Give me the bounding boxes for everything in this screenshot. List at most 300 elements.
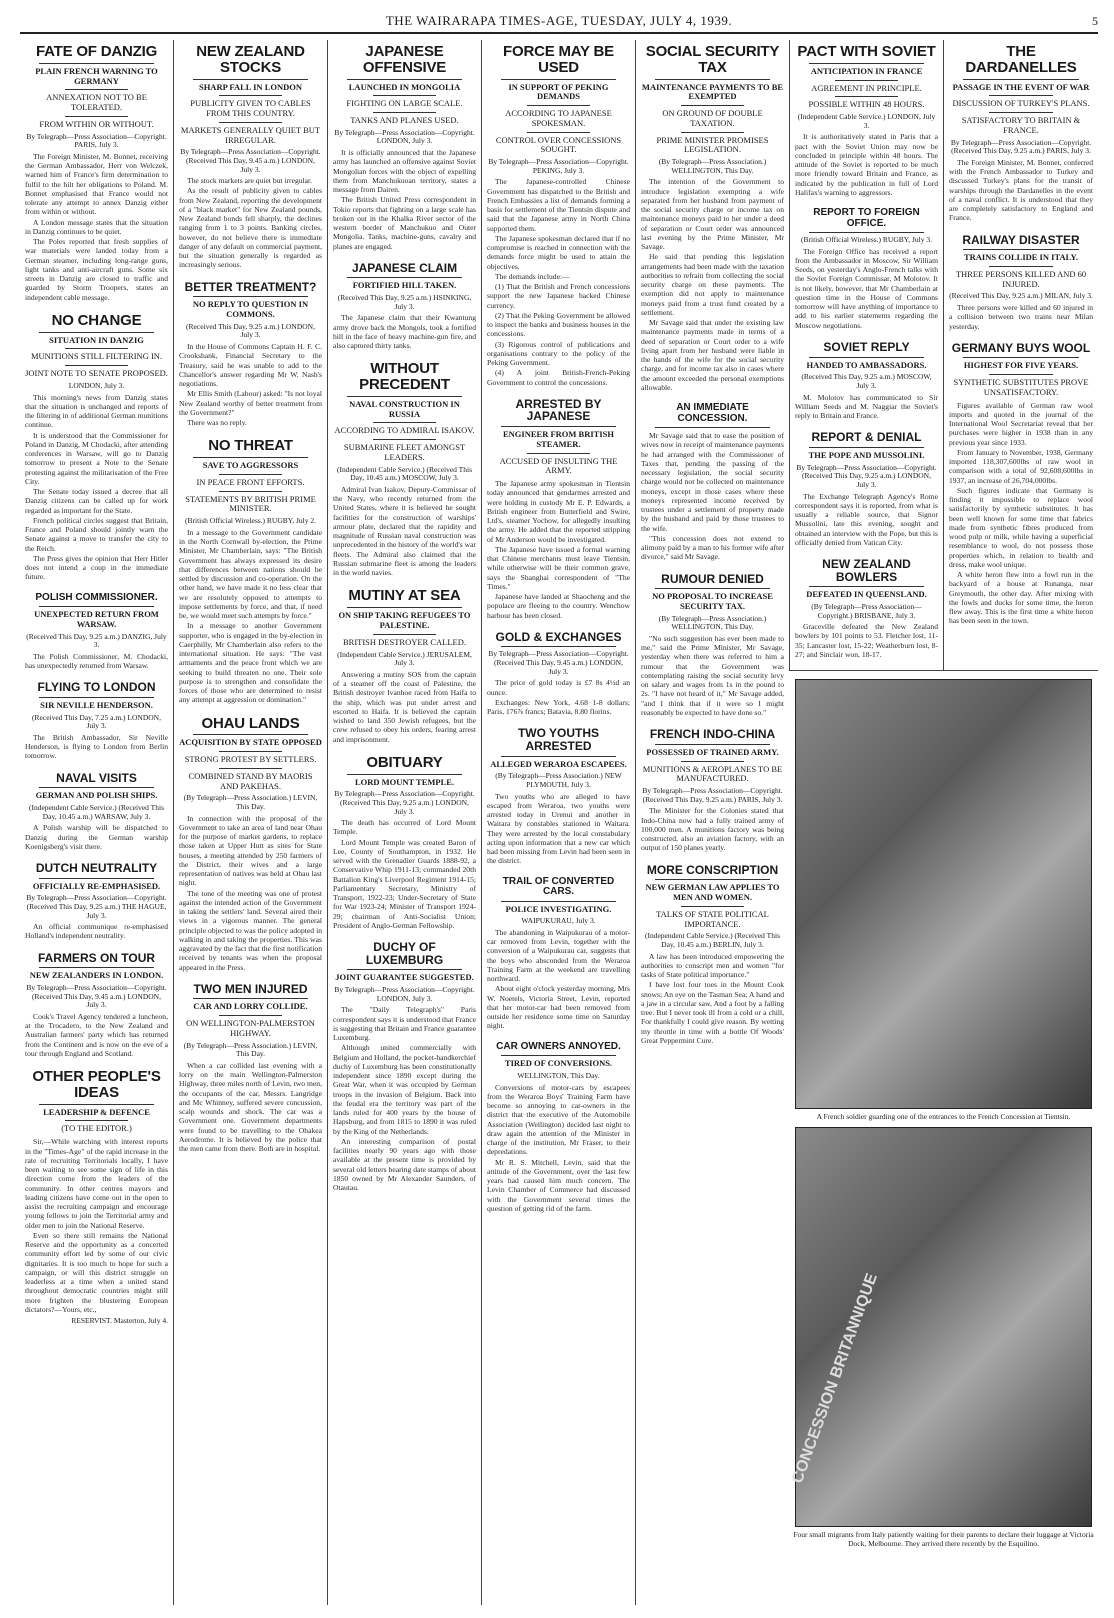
headline-rule: [193, 296, 308, 297]
article-subhead: TIRED OF CONVERSIONS.: [504, 1058, 613, 1069]
article: [487, 627, 630, 717]
article-paragraph: In a message to another Government supporter, who is engaged in the by-election in Caerphilly, Mr Chamberlain also refers to the international situation. He says: "The vast armaments and the peace front which we are seeking to build threaten no one. Their sole purpose is to strengthen and consolidate the forces of those who are determined to resist any attempt at aggression or domination.": [179, 621, 322, 705]
article-headline: DUTCH NEUTRALITY: [35, 861, 158, 875]
article-paragraph: The stock markets are quiet but irregular.: [187, 176, 313, 186]
article-subhead: ACCORDING TO ADMIRAL ISAKOV.: [334, 425, 475, 436]
article-body: [487, 792, 630, 866]
article-paragraph: The Japanese army spokesman in Tientsin today announced that gendarmes arrested and were holding in custody Mr E. P. Edwards, a British engineer from Butterfield and Swire, Ltd's, steamer Yochow, for allegedly insulting the army. He added that the reported stripping of Mr Anderson would be investigated.: [487, 479, 630, 544]
article-subhead: LORD MOUNT TEMPLE.: [354, 776, 455, 787]
subhead-rule: [681, 761, 744, 762]
article-paragraph: "This concession does not extend to alimony paid by a man to his former wife after divorce," said Mr Savage.: [641, 533, 784, 562]
article-subhead: THE POPE AND MUSSOLINI.: [808, 449, 925, 460]
article-body: [25, 652, 168, 671]
article-paragraph: Such figures indicate that Germany is finding it impossible to replace wool satisfactorily by synthetic substitutes. It has been well known for some time that fabrics made from synthetic fibres produced from wood pulp or milk, while having a superficial resemblance to wool, do not possess those properties which, in relation to health and dress, make wool unique.: [949, 485, 1093, 569]
article-paragraph: Mr Savage said that to ease the position of wives now in receipt of maintenance payments he had arranged with the Commissioner of Taxes that, pending the passing of the necessary legislation, the social security charge would not be collected on maintenance moneys, except in those cases where these moneys represented income received by trustees under a settlement of property made by the husband and paid by those trustees to the wife.: [641, 431, 784, 533]
subhead-rule: [989, 374, 1053, 375]
article-subhead: COMBINED STAND BY MAORIS AND PAKEHAS.: [188, 770, 313, 791]
headline-rule: [39, 63, 154, 64]
article-paragraph: A white heron flew into a fowl run in the backyard of a house at Runanga, near Greymouth, the other day. After mixing with the fowls and ducks for some time, the heron flew away. This is the first time a white heron has been seen in the town.: [949, 570, 1093, 626]
article: [179, 434, 322, 705]
article-body: [641, 177, 784, 392]
column-1: [20, 40, 174, 1605]
article-paragraph: French political circles suggest that Britain, France and Poland should jointly warn the Senate against a move to transfer the city to the Reich.: [25, 515, 168, 553]
article-subhead: FIGHTING ON LARGE SCALE.: [346, 98, 463, 109]
article-paragraph: Japanese have landed at Shaocheng and the populace are fleeing to the country. Wenchow harbour has been closed.: [487, 592, 630, 620]
article-headline: AN IMMEDIATE CONCESSION.: [676, 402, 749, 424]
article-subhead: ANTICIPATION IN FRANCE: [810, 65, 923, 76]
article-dateline: By Telegraph—Press Association—Copyright. PARIS, July 3.: [26, 131, 167, 150]
article-dateline: (By Telegraph—Press Association.) NEW PLYMOUTH, July 3.: [495, 771, 622, 789]
article-body: [179, 1061, 322, 1154]
article: [949, 40, 1093, 224]
article-dateline: By Telegraph—Press Association—Copyright. (Received This Day, 9.25 a.m.) THE HAGUE, July 3.: [26, 893, 167, 920]
article-subhead: FROM WITHIN OR WITHOUT.: [39, 118, 154, 129]
article-subhead: ACQUISITION BY STATE OPPOSED: [179, 737, 322, 748]
headline-rule: [193, 734, 308, 735]
article-paragraph: A Polish warship will be dispatched to Danzig during the German warship Koenigsberg's visit there.: [25, 823, 168, 851]
article-body: [25, 393, 168, 582]
article-dateline: (Received This Day, 7.25 a.m.) LONDON, July 3.: [32, 712, 161, 731]
article-dateline: (Independent Cable Service.) (Received This Day, 10.45 a.m.) MOSCOW, July 3.: [336, 464, 473, 483]
column-3: [328, 40, 482, 1605]
article-body: [487, 1083, 630, 1214]
subhead-rule: [373, 634, 436, 635]
article-headline: RAILWAY DISASTER: [962, 232, 1080, 247]
article-subhead: SATISFACTORY TO BRITAIN & FRANCE.: [961, 115, 1081, 135]
article-paragraph: Mr R. S. Mitchell, Levin, said that the attitude of the Government, over the last few years had caused him much concern. The Levin Chamber of Commerce had discussed with the Government several times the question of getting rid of the farm.: [487, 1157, 630, 1213]
article-paragraph: I have lost four toes in the Mount Cook snows; An eye on the Tasman Sea; A hand and a jaw in a circular saw, And a foot by a falling tree. But I never took ill from a cold or a chill, For thankfully I could give reason. By wetting my throttle in time with a bottle Of Woods' Great Peppermint Cure.: [641, 980, 784, 1045]
article-dateline: By Telegraph—Press Association—Copyright. (Received This Day, 9.25 a.m.) LONDON, July 3.: [334, 789, 475, 816]
article-headline: TWO YOUTHS ARRESTED: [517, 726, 600, 753]
article-dateline: By Telegraph—Press Association—Copyright. (Received This Day, 9.45 a.m.) LONDON, July 3.: [26, 983, 167, 1010]
article-paragraph: When a car collided last evening with a lorry on the main Wellington-Palmerston Highway, three miles north of Levin, two men, the occupants of the car, Messrs. Langridge and Mc Whinney, suffered severe concussion, scalp wounds and shock. The car was a Government one. Government departments were found to be travelling to the Ohakea Aerodrome. It is believed by the police that the men came from there. Both are in hospital.: [179, 1060, 322, 1154]
article-headline: FORCE MAY BE USED: [503, 43, 614, 76]
article-dateline: (Received This Day, 9.25 a.m.) HSINKING, July 3.: [337, 293, 472, 311]
subhead-rule: [65, 116, 128, 117]
article-subhead: SITUATION IN DANZIG: [49, 334, 144, 345]
migrants-photo-caption: Four small migrants from Italy patiently waiting for their parents to declare their luggage at Victoria Dock, Melbourne. They arrived there recently by the Esquilino.: [793, 1530, 1094, 1548]
subhead-rule: [219, 474, 282, 475]
subhead-rule: [65, 348, 128, 349]
headline-rule: [347, 79, 462, 80]
article: [487, 394, 630, 621]
headline-rule: [655, 744, 770, 745]
article-paragraph: The Foreign Minister, M. Bonnet, receiving the German Ambassador, Herr von Welczek, warned him of France's firm determination to fulfil to the hilt her obligations to Poland. M. Bonnet emphasised that France would not tolerate any attempt to annex Danzig either from within or without.: [25, 151, 168, 217]
article-body: [333, 670, 476, 744]
article-body: [641, 431, 784, 562]
article-dateline: (British Official Wireless.) RUGBY, July 3.: [801, 235, 932, 245]
article-paragraph: A law has been introduced empowering the authorities to conscript men and women "for tasks of State political importance.": [641, 951, 784, 980]
article-paragraph: "No such suggestion has ever been made to me," said the Prime Minister, Mr Savage, yesterday when there was referred to him a rumour that the Government was contemplating raising the social security levy on salary and wages from 1s in the pound to 2s. "I have not heard of it," Mr Savage added, "and I think that if it were so I might reasonably be expected to have done so.": [641, 633, 784, 717]
article-body: [179, 176, 322, 270]
article-dateline: (By Telegraph—Press Association—Copyright.) BRISBANE, July 3.: [811, 601, 922, 620]
headline-rule: [501, 756, 616, 757]
article-paragraph: Conversions of motor-cars by escapees from the Weraroa Boys' Training Farm have become so annoying to car-owners in the district that the executive of the Automobile Association (Wellington) decided last night to draw again the attention of the Minister in charge of the institution, Mr Fraser, to their depredations.: [487, 1082, 630, 1157]
article-headline: FATE OF DANZIG: [35, 43, 158, 60]
headline-rule: [501, 79, 616, 80]
article-paragraph: (1) That the British and French concessions support the new Japanese backed Chinese currency.: [487, 282, 630, 310]
article-paragraph: Answering a mutiny SOS from the captain of a steamer off the coast of Palestine, the British destroyer Ivanhoe raced from Haifa to the ship, which was put under arrest and escorted to Haifa. It is believed the captain wished to land 350 Jewish refugees, but the crew refused to obey his orders, fearing arrest and imprisonment.: [333, 669, 476, 744]
article-headline: CAR OWNERS ANNOYED.: [496, 1040, 621, 1052]
article-dateline: WAIPUKURAU, July 3.: [521, 916, 596, 926]
subhead-rule: [835, 80, 898, 81]
article-subhead: LAUNCHED IN MONGOLIA: [348, 81, 461, 92]
article-subhead: ALLEGED WERAROA ESCAPEES.: [490, 758, 627, 769]
article-headline: NEW ZEALAND STOCKS: [196, 43, 305, 76]
article: [795, 337, 938, 421]
article-headline: POLISH COMMISSIONER.: [35, 591, 158, 603]
article-body: [179, 528, 322, 705]
masthead-title: THE WAIRARAPA TIMES-AGE, TUESDAY, JULY 4, 1939.: [385, 13, 733, 28]
article-body: [487, 479, 630, 620]
article: [333, 40, 476, 252]
headline-rule: [193, 457, 308, 458]
article-paragraph: (3) Rigorous control of publications and organisations contrary to the policy of the Peking Government.: [487, 339, 630, 368]
article-paragraph: The British Ambassador, Sir Neville Henderson, is flying to London from Berlin tomorrow.: [25, 732, 168, 761]
article: [25, 677, 168, 761]
article-subhead: NEW GERMAN LAW APPLIES TO MEN AND WOMEN.: [645, 882, 780, 902]
article-body: [25, 1137, 168, 1314]
article-dateline: (By Telegraph—Press Association.) LEVIN, This Day.: [183, 793, 318, 811]
subhead-rule: [527, 453, 590, 454]
article-paragraph: The British United Press correspondent in Tokio reports that fighting on a large scale has broken out in the Khalka River sector of the western border of Manchukuo and Outer Mongolia. Tanks, machine-guns, cavalry and planes are engaged.: [333, 195, 476, 251]
article-body: [795, 393, 938, 421]
headline-rule: [39, 878, 154, 879]
article: [179, 40, 322, 271]
article-dateline: By Telegraph—Press Association—Copyright. (Received This Day, 9.25 a.m.) PARIS, July 3.: [950, 137, 1092, 156]
article: [333, 584, 476, 744]
headline-rule: [39, 606, 154, 607]
article-headline: TRAIL OF CONVERTED CARS.: [502, 875, 615, 898]
article-subhead: MUNITIONS & AEROPLANES TO BE MANUFACTURED.: [642, 763, 783, 784]
article: [179, 979, 322, 1155]
article-headline: FARMERS ON TOUR: [37, 950, 156, 965]
article-paragraph: (2) That the Peking Government be allowed to inspect the banks and business houses in the concessions.: [487, 310, 630, 339]
subhead-rule: [65, 365, 128, 366]
article-paragraph: As the result of publicity given to cables from New Zealand, reporting the development of a "black market" for New Zealand pounds, New Zealand bonds fell sharply, the declines ranging from 1 to 3 points. Banking circles, however, do not believe there is immediate danger of any default on commercial payment, but the situation generally is regarded as increasingly serious.: [179, 186, 322, 270]
article-subhead: PASSAGE IN THE EVENT OF WAR: [952, 81, 1090, 92]
article-subhead: NO REPLY TO QUESTION IN COMMONS.: [192, 299, 309, 320]
headline-rule: [809, 447, 924, 448]
headline-rule: [655, 427, 770, 428]
masthead: [20, 10, 1098, 34]
article-paragraph: The Exchange Telegraph Agency's Rome correspondent says it is reported, from what is usually a reliable source, that Signor Mussolini, late this evening, sought and obtained an interview with the Pope, but this is officially denied from Vatican City.: [795, 491, 938, 547]
article-body: [25, 823, 168, 851]
article-headline: NO CHANGE: [51, 311, 142, 329]
article-subhead: CAR AND LORRY COLLIDE.: [193, 1001, 308, 1012]
article-subhead: POSSESSED OF TRAINED ARMY.: [646, 746, 779, 757]
subhead-rule: [989, 266, 1053, 267]
article-subhead: TALKS OF STATE POLITICAL IMPORTANCE.: [656, 908, 769, 929]
article-paragraph: An official communique re-emphasised Holland's independent neutrality.: [25, 922, 168, 941]
article-subhead: LEADERSHIP & DEFENCE: [43, 1106, 150, 1117]
article: [487, 723, 630, 866]
subhead-rule: [219, 768, 282, 769]
article: [949, 230, 1093, 332]
subhead-rule: [373, 112, 436, 113]
article-body: [795, 247, 938, 330]
article-paragraph: In a message to the Government candidate in the North Cornwall by-election, the Prime Minister, Mr Chamberlain, says: "The British Government has always expressed its desire that differences between nations should be settled by discussion and co-operation. On the other hand, we have made it no less clear that we are resolutely opposed to attempts to impose settlements by force, and that, if need be, we would meet such attempts by force.": [179, 527, 322, 621]
article-dateline: (Independent Cable Service.) LONDON, July 3.: [797, 112, 936, 130]
article-subhead: DEFEATED IN QUEENSLAND.: [806, 589, 927, 600]
headline-rule: [39, 787, 154, 788]
article-subhead: PUBLICITY GIVEN TO CABLES FROM THIS COUNTRY.: [190, 98, 311, 119]
article-dateline: By Telegraph—Press Association—Copyright. PEKING, July 3.: [488, 157, 629, 175]
article-headline: BETTER TREATMENT?: [184, 279, 317, 294]
article: [487, 40, 630, 388]
article-body: [949, 401, 1093, 626]
article-subhead: MARKETS GENERALLY QUIET BUT IRREGULAR.: [180, 124, 321, 145]
article-dateline: (By Telegraph—Press Association.) LEVIN, This Day.: [183, 1040, 318, 1059]
article: [795, 204, 938, 331]
article-headline: MUTINY AT SEA: [348, 587, 461, 605]
article: [25, 768, 168, 852]
article: [25, 948, 168, 1059]
article-dateline: (By Telegraph—Press Association.) WELLINGTON, This Day.: [658, 157, 767, 175]
article-subhead: PRIME MINISTER PROMISES LEGISLATION.: [656, 134, 769, 155]
article-headline: RUMOUR DENIED: [661, 571, 764, 586]
article-headline: THE DARDANELLES: [965, 43, 1077, 76]
article-body: [487, 928, 630, 1031]
article-body: [333, 818, 476, 930]
article-body: [641, 952, 784, 1046]
subhead-rule: [681, 105, 744, 106]
article-paragraph: Even so there still remains the National Reserve and the opportunity as a concerted community effort led by some of our civic dignitaries. It is too much to hope for such a campaign, or will this district struggle on leaderless at a time when a united stand throughout democratic countries might still more frighten the blustering European dictators?—Yours, etc.,: [25, 1230, 168, 1314]
article-body: [179, 814, 322, 972]
article-headline: REPORT TO FOREIGN OFFICE.: [813, 207, 920, 229]
subhead-rule: [219, 751, 282, 752]
article-paragraph: The Japanese spokesman declared that if no compromise is reached in connection with the demands force might be used to attain the objectives.: [487, 233, 630, 271]
article-headline: SOCIAL SECURITY TAX: [645, 43, 780, 76]
article-dateline: LONDON, July 3.: [68, 380, 125, 390]
article-subhead: NO PROPOSAL TO INCREASE SECURITY TAX.: [652, 591, 773, 611]
article-subhead: SHARP FALL IN LONDON: [198, 81, 303, 92]
article-body: [641, 806, 784, 852]
article-body: [333, 148, 476, 251]
soldier-photo: [795, 679, 1092, 1109]
article-paragraph: The Press gives the opinion that Herr Hitler does not intend a coup in the immediate future.: [25, 553, 168, 582]
article-body: [949, 158, 1093, 223]
subhead-rule: [989, 112, 1053, 113]
article-headline: DUCHY OF LUXEMBURG: [365, 940, 444, 967]
column-2: [174, 40, 328, 1605]
subhead-rule: [527, 105, 590, 106]
article-subhead: FORTIFIED HILL TAKEN.: [352, 280, 457, 291]
article-headline: GOLD & EXCHANGES: [495, 629, 622, 644]
headline-rule: [39, 967, 154, 968]
article-dateline: (British Official Wireless.) RUGBY, July 2.: [185, 516, 316, 526]
article-headline: PACT WITH SOVIET: [797, 43, 936, 60]
letter-signoff: RESERVIST. Masterton, July 4.: [71, 1316, 168, 1325]
article-headline: WITHOUT PRECEDENT: [359, 360, 450, 394]
article-subhead: NAVAL CONSTRUCTION IN RUSSIA: [349, 398, 460, 419]
photo-sign-text: CONCESSION BRITANNIQUE: [789, 1271, 881, 1486]
article-subhead: GERMAN AND POLISH SHIPS.: [35, 790, 158, 801]
article-subhead: NEW ZEALANDERS IN LONDON.: [29, 970, 164, 981]
article-paragraph: The death has occurred of Lord Mount Temple.: [333, 818, 476, 837]
article-subhead: POLICE INVESTIGATING.: [505, 903, 612, 914]
article-subhead: SUBMARINE FLEET AMONGST LEADERS.: [343, 442, 466, 462]
article-paragraph: Lord Mount Temple was created Baron of Lee, County of Southampton, in 1932. He served with the Grenadier Guards 1888-92, a Conservative Whip 1911-13; commanded 20th Battalion King's Liverpool Regiment 1914-15; Parliamentary Secretary, Ministry of Transport, 1922-23; Under-Secretary of State for War 1923-24; Minister of Transport 1924-29; chairman of Anti-Socialist Union; President of Anglo-German Fellowship.: [333, 837, 476, 930]
article-dateline: (Received This Day, 9.25 a.m.) DANZIG, July 3.: [26, 631, 167, 650]
headline-rule: [809, 232, 924, 233]
article-paragraph: Mr Ellis Smith (Labour) asked: "Is not loyal New Zealand worthy of better treatment from the Government?": [179, 389, 322, 417]
article-subhead: MUNITIONS STILL FILTERING IN.: [30, 351, 163, 362]
article-dateline: (Received This Day, 9.25 a.m.) LONDON, July 3.: [186, 321, 315, 340]
article-body: [333, 485, 476, 578]
article-subhead: JOINT NOTE TO SENATE PROPOSED.: [25, 368, 168, 379]
article: [795, 427, 938, 548]
article: [25, 40, 168, 303]
subhead-rule: [527, 132, 590, 133]
subhead-rule: [989, 95, 1053, 96]
article-paragraph: The Japanese have issued a formal warning that Chinese merchants must leave Tientsin, while otherwise will be their common grave, says the Shanghai correspondent of "The Times.": [487, 544, 630, 591]
headline-rule: [347, 277, 462, 278]
article-dateline: By Telegraph—Press Association—Copyright. LONDON, July 3.: [334, 985, 475, 1003]
article-headline: SOVIET REPLY: [823, 339, 910, 354]
article-subhead: MAINTENANCE PAYMENTS TO BE EXEMPTED: [641, 81, 784, 102]
article-subhead: AGREEMENT IN PRINCIPLE.: [811, 82, 922, 93]
page-number: 5: [1092, 14, 1098, 28]
article: [487, 873, 630, 1032]
subhead-rule: [65, 89, 128, 90]
article-headline: TWO MEN INJURED: [193, 981, 308, 996]
headline-rule: [501, 901, 616, 902]
article-paragraph: Admiral Ivan Isakov, Deputy-Commissar of the Navy, who recently returned from the United States, where it is believed he sought facilities for the construction of warships' armour plate, declared that the rapidity and magnitude of Russian naval construction was unprecedented in the history of the world's war fleets. The Admiral also claimed that the Russian submarine fleet is among the leaders in the world navies.: [333, 484, 476, 578]
article-paragraph: (4) A joint British-French-Peking Government to control the concessions.: [487, 368, 630, 387]
article-subhead: PLAIN FRENCH WARNING TO GERMANY: [35, 65, 158, 86]
article-body: [795, 132, 938, 197]
article-paragraph: Sir,—While watching with interest reports in the "Times-Age" of the rapid increase in the rate of recruiting Territorials locally, I have been waiting to see some sign of life in this direction come from the leaders of the community. In other centres mayors and leading citizens have come out in the open to assist the recruiting campaign and encourage young fellows to join the Territorial army and older men to join the National Reserve.: [25, 1137, 168, 1230]
article-headline: NEW ZEALAND BOWLERS: [822, 557, 911, 584]
article: [333, 751, 476, 931]
article: [641, 399, 784, 563]
headline-rule: [347, 774, 462, 775]
article-headline: NAVAL VISITS: [56, 770, 137, 785]
headline-rule: [501, 426, 616, 427]
article-dateline: By Telegraph—Press Association—Copyright. (Received This Day, 9.25 a.m.) LONDON, July 3.: [796, 462, 937, 489]
article-paragraph: Exchanges: New York, 4.68 1-8 dollars; Paris, 176⅞ francs; Batavia, 8.80 florins.: [487, 697, 630, 717]
article-paragraph: In the House of Commons Captain H. F. C. Crookshank, Financial Secretary to the Treasury, said he was unable to add to the Chancellor's answer regarding Mr W. Nash's negotiations.: [179, 342, 322, 389]
article: [25, 1065, 168, 1325]
article-subhead: SIR NEVILLE HENDERSON.: [40, 699, 153, 710]
headline-rule: [809, 357, 924, 358]
article-subhead: JOINT GUARANTEE SUGGESTED.: [335, 972, 474, 983]
article-headline: JAPANESE OFFENSIVE: [362, 43, 447, 76]
article-paragraph: The Minister for the Colonies stated that Indo-China now had a fully trained army of 100,000 men. A munitions factory was being constructed, also an aviation factory, with an output of 150 planes yearly.: [641, 806, 784, 853]
article-dateline: WELLINGTON, This Day.: [517, 1070, 600, 1080]
article-headline: JAPANESE CLAIM: [351, 260, 458, 275]
article-body: [333, 313, 476, 350]
article-headline: GERMANY BUYS WOOL: [951, 340, 1091, 355]
article-body: [333, 1005, 476, 1192]
subhead-rule: [219, 122, 282, 123]
article-headline: REPORT & DENIAL: [811, 430, 922, 445]
headline-rule: [39, 697, 154, 698]
article-subhead: CONTROL OVER CONCESSIONS SOUGHT.: [495, 134, 622, 155]
article-paragraph: This morning's news from Danzig states that the situation is unchanged and reports of the filtering in of additional German munitions continue.: [25, 392, 168, 430]
article-body: [25, 1012, 168, 1058]
article-dateline: (Independent Cable Service.) (Received This Day, 10.45 a.m.) WARSAW, July 3.: [28, 803, 165, 821]
article-paragraph: There was no reply.: [187, 418, 247, 428]
article-headline: ARRESTED BY JAPANESE: [515, 396, 602, 424]
article-dateline: (Received This Day, 9.25 a.m.) MOSCOW, July 3.: [801, 372, 932, 390]
article-headline: OHAU LANDS: [201, 714, 300, 732]
article-subhead: DISCUSSION OF TURKEY'S PLANS.: [952, 98, 1090, 109]
article-body: [487, 177, 630, 387]
article-paragraph: From January to November, 1938, Germany imported 118,307,600lbs of raw wool in comparison with a total of 92,608,600lbs in 1937, an increase of 26,704,000lbs.: [949, 447, 1093, 485]
article-subhead: ENGINEER FROM BRITISH STEAMER.: [503, 429, 614, 449]
article-paragraph: The Polish Commissioner, M. Chodacki, has unexpectedly returned from Warsaw.: [25, 651, 168, 671]
article-body: [25, 922, 168, 941]
subhead-rule: [219, 1015, 282, 1016]
headline-rule: [655, 79, 770, 80]
article-paragraph: The Senate today issued a decree that all Danzig citizens can be called up for work regarded as important for the State.: [25, 487, 168, 515]
article-headline: FLYING TO LONDON: [37, 680, 156, 695]
article-subhead: ON GROUND OF DOUBLE TAXATION.: [662, 108, 763, 128]
headline-rule: [193, 79, 308, 80]
article-paragraph: The Foreign Minister, M. Bonnet, conferred with the French Ambassador to Turkey and discussed Turkey's plans for the transit of warships through the Dardanelles in the event of a naval conflict. It is understood that they are completely satisfactory to England and France.: [949, 157, 1093, 223]
article-headline: NO THREAT: [208, 437, 293, 455]
article-dateline: (By Telegraph—Press Association.) WELLINGTON, This Day.: [658, 613, 767, 632]
article-paragraph: Graceville defeated the New Zealand bowlers by 101 points to 53. Fletcher lost, 11-35; Lancaster lost, 15-22; Weatherburn lost, 8-27; and Sinclair won, 18-17.: [795, 622, 938, 659]
article-paragraph: M. Molotov has communicated to Sir William Seeds and M. Naggiar the Soviet's reply to Britain and France.: [795, 392, 938, 421]
article-subhead: (TO THE EDITOR.): [61, 1123, 132, 1134]
article: [179, 277, 322, 429]
article-body: [949, 303, 1093, 331]
article-paragraph: Cook's Travel Agency tendered a luncheon, at the Trocadero, to the New Zealand and Australian farmers' party which has returned from the Continent and is now on the eve of a tour through England and Scotland.: [25, 1011, 168, 1058]
article-subhead: IN SUPPORT OF PEKING DEMANDS: [508, 81, 609, 102]
article-subhead: ANNEXATION NOT TO BE TOLERATED.: [46, 92, 147, 113]
photo-block: [789, 670, 1098, 1605]
migrants-photo: [789, 1127, 1092, 1527]
article-paragraph: A London message states that the situation in Danzig continues to be quiet.: [25, 217, 168, 236]
article: [179, 712, 322, 973]
article-paragraph: Two youths who are alleged to have escaped from Weraroa, two youths were arrested today in Urenui and another in Waitara by constables stationed in Waitara. They were arrested by the local constabulary acting upon information that a new car which had been missing from Levin had been seen in the district.: [487, 791, 630, 866]
subhead-rule: [219, 491, 282, 492]
article: [641, 40, 784, 393]
subhead-rule: [373, 95, 436, 96]
article-paragraph: It is officially announced that the Japanese army has launched an offensive against Soviet Mongolian forces with the object of expelling them from Manchukuoan territory, states a message from Dairen.: [333, 148, 476, 195]
subhead-rule: [373, 439, 436, 440]
article: [795, 554, 938, 660]
article-paragraph: In connection with the proposal of the Government to take an area of land near Ohau for the purpose of market gardens, to replace those taken at Upper Hutt as sites for State houses, a meeting attended by 250 farmers of the District, their wives and a large representation of natives was held at Ohau last night.: [179, 813, 322, 888]
subhead-rule: [65, 1120, 128, 1121]
article-body: [795, 622, 938, 659]
article: [333, 258, 476, 352]
headline-rule: [347, 969, 462, 970]
article-subhead: ACCORDING TO JAPANESE SPOKESMAN.: [505, 108, 612, 128]
headline-rule: [809, 586, 924, 587]
article-paragraph: Although united commercially with Belgium and Holland, the pocket-handkerchief duchy of Luxemburg has been constitutionally independent since 1890 except during the Great War, when it was occupied by German troops in the invasion of Belgium. Back into the feudal era the territory was part of the lands ruled for 400 years by the house of Hapsburg, and from 1815 to 1890 it was ruled by the King of the Netherlands.: [333, 1043, 476, 1136]
article-dateline: By Telegraph—Press Association—Copyright. (Received This Day, 9.45 a.m.) LONDON, July 3.: [180, 147, 321, 174]
headline-rule: [347, 396, 462, 397]
article-paragraph: Figures available of German raw wool imports and quoted in the journal of the International Wool Secretariat reveal that her purchases were higher in 1938 than in any previous year since 1933.: [949, 400, 1093, 447]
headline-rule: [347, 607, 462, 608]
article: [487, 1038, 630, 1214]
headline-rule: [39, 1104, 154, 1105]
article-paragraph: An interesting comparison of postal facilities nearly 90 years ago with those available at the present time is provided by several old letters bearing date stamps of about 1850 owned by Mr Alexander Saunders, of Otautau.: [333, 1136, 476, 1193]
article-body: [25, 733, 168, 761]
article-paragraph: The abandoning in Waipukurau of a motor-car removed from Levin, together with the conversion of a Waipukurau car, suggests that the boys who absconded from the Weraroa Training Farm at the weekend are travelling northward.: [487, 927, 630, 984]
article-subhead: TANKS AND PLANES USED.: [350, 115, 459, 126]
article-body: [641, 634, 784, 717]
article: [949, 338, 1093, 627]
article-subhead: ON WELLINGTON-PALMERSTON HIGHWAY.: [186, 1018, 315, 1038]
article-paragraph: It is authoritatively stated in Paris that a pact with the Soviet Union may now be concluded in principle within 48 hours. The attitude of the Soviet is reported to be much more friendly toward Britain and France, as indicated by the publication in full of Lord Halifax's warning to aggressors.: [795, 132, 938, 197]
headline-rule: [501, 646, 616, 647]
article-subhead: HANDED TO AMBASSADORS.: [806, 359, 927, 370]
